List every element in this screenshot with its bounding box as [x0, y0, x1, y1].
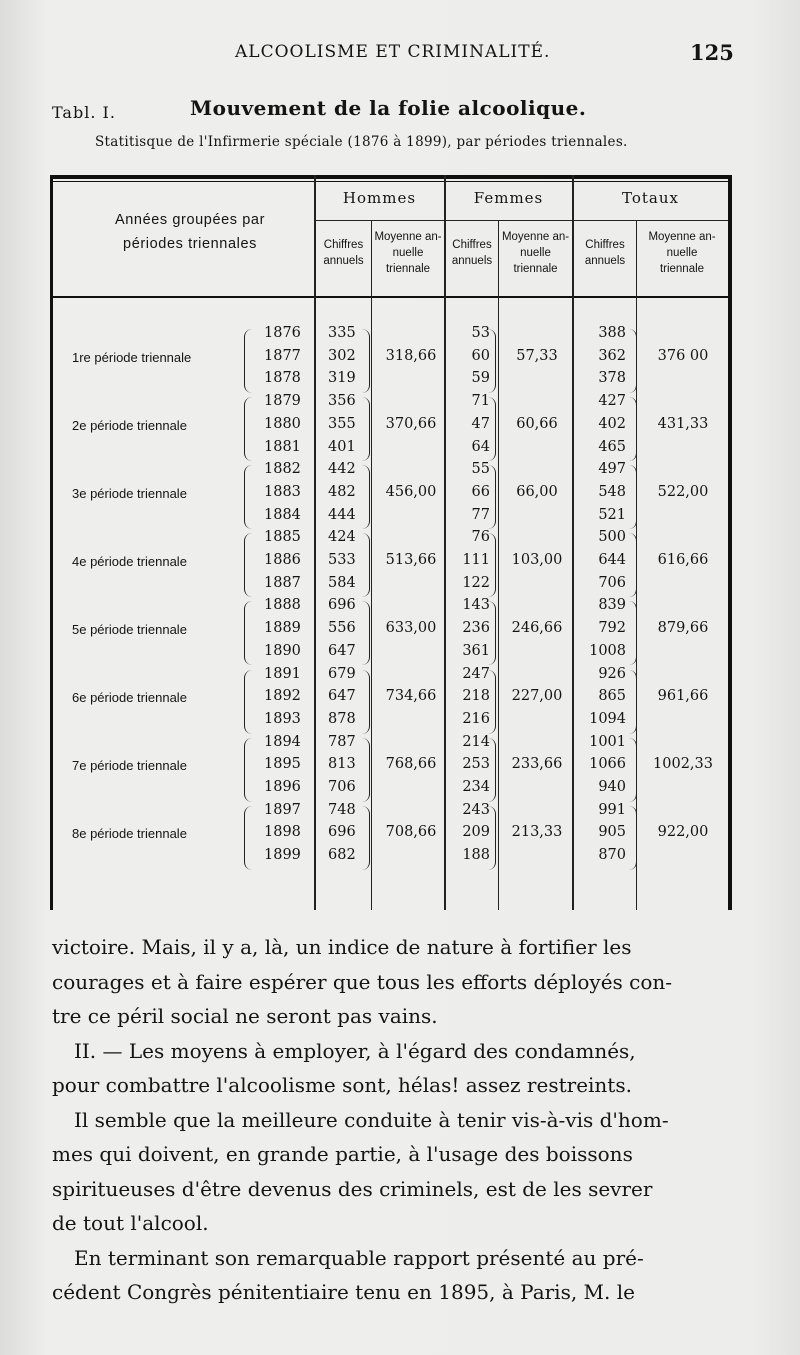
hommes-mean-cell: 734,66: [385, 688, 437, 705]
femmes-annual-cell: 218: [462, 688, 490, 705]
femmes-mean-cell: 66,00: [516, 483, 558, 500]
col-header-line: nuelle: [392, 247, 424, 259]
hommes-annual-cell: 401: [328, 438, 356, 455]
text-line: II. — Les moyens à employer, à l'égard des condamnés,: [74, 1038, 636, 1063]
period-brace: [244, 806, 253, 870]
totaux-mean-cell: 616,66: [657, 552, 709, 568]
text-line: courages et à faire espérer que tous les efforts déployés con-: [52, 969, 673, 994]
year-cell: 1879: [264, 393, 301, 410]
year-cell: 1881: [264, 438, 301, 455]
femmes-annual-cell: 214: [462, 733, 490, 750]
femmes-mean-cell: 57,33: [516, 347, 558, 364]
hommes-annual-cell: 424: [328, 529, 356, 546]
totaux-mean-cell: 376 00: [657, 347, 709, 364]
totaux-brace: [628, 738, 637, 802]
period-label: 8e période triennale: [72, 826, 187, 842]
totaux-annual-cell: 465: [598, 438, 626, 455]
group-header-femmes: Femmes: [473, 189, 544, 207]
col-header-line: nuelle: [520, 247, 551, 259]
totaux-mean-cell: 961,66: [657, 688, 709, 705]
totaux-annual-cell: 362: [598, 347, 626, 364]
hommes-annual-cell: 813: [328, 756, 356, 773]
hommes-annual-cell: 533: [328, 552, 356, 568]
totaux-annual-cell: 991: [598, 801, 626, 818]
col-header-annual: [574, 237, 636, 269]
year-cell: 1878: [264, 370, 301, 387]
totaux-annual-cell: 865: [598, 688, 626, 705]
year-cell: 1888: [264, 597, 301, 614]
year-cell: 1892: [264, 688, 301, 705]
col-header-annual: [446, 237, 498, 269]
hommes-annual-cell: 878: [328, 710, 356, 727]
hommes-mean-cell: 513,66: [385, 552, 437, 568]
row-header-line: Années groupées par: [114, 212, 266, 228]
period-label: 4e période triennale: [72, 554, 187, 569]
period-label: 3e période triennale: [72, 485, 187, 501]
totaux-mean-cell: 431,33: [657, 415, 709, 432]
femmes-annual-cell: 216: [462, 710, 490, 727]
hommes-brace: [361, 329, 370, 393]
femmes-brace: [487, 738, 496, 802]
period-brace: [244, 601, 253, 665]
totaux-annual-cell: 548: [598, 483, 626, 500]
group-header-hommes: Hommes: [342, 189, 417, 207]
femmes-annual-cell: 253: [462, 756, 490, 773]
totaux-annual-cell: 500: [598, 529, 626, 546]
group-header-totaux: Totaux: [622, 189, 679, 207]
totaux-mean-cell: 922,00: [657, 824, 709, 841]
year-cell: 1882: [264, 461, 301, 478]
femmes-mean-cell: 213,33: [511, 824, 563, 841]
totaux-annual-cell: 497: [598, 461, 626, 478]
text-line: Il semble que la meilleure conduite à tenir vis-à-vis d'hom-: [74, 1107, 669, 1132]
totaux-mean-cell: 1002,33: [653, 756, 713, 773]
text-line: cédent Congrès pénitentiaire tenu en 1895, à Paris, M. le: [52, 1280, 635, 1304]
femmes-brace: [487, 329, 496, 393]
totaux-mean-cell: 879,66: [657, 620, 709, 637]
year-cell: 1884: [264, 506, 301, 523]
group-header-rule: [573, 220, 728, 221]
table-top-rule: [50, 175, 732, 179]
col-header-annual: [316, 237, 371, 269]
row-header-line: périodes triennales: [123, 236, 257, 252]
col-header-line: annuels: [584, 255, 626, 267]
femmes-annual-cell: 209: [462, 824, 490, 841]
column-rule: [314, 175, 316, 910]
totaux-brace: [628, 465, 637, 529]
text-line: spiritueuses d'être devenus des criminels, est de les sevrer: [52, 1176, 653, 1201]
hommes-annual-cell: 444: [328, 506, 356, 523]
year-cell: 1893: [264, 710, 301, 727]
hommes-annual-cell: 319: [328, 370, 356, 387]
femmes-annual-cell: 71: [471, 393, 490, 410]
period-brace: [244, 738, 253, 802]
femmes-annual-cell: 236: [462, 620, 490, 637]
totaux-annual-cell: 940: [598, 779, 626, 795]
table-number: Tabl. I.: [52, 103, 116, 122]
hommes-annual-cell: 682: [328, 847, 356, 864]
text-line: En terminant son remarquable rapport présenté au pré-: [74, 1245, 644, 1270]
text-line: mes qui doivent, en grande partie, à l'usage des boissons: [52, 1142, 633, 1166]
totaux-annual-cell: 792: [598, 620, 626, 637]
page-number: 125: [690, 40, 734, 65]
totaux-annual-cell: 706: [598, 574, 626, 591]
body-text: [52, 930, 752, 1320]
femmes-annual-cell: 243: [462, 801, 490, 818]
totaux-brace: [628, 601, 637, 665]
column-rule: [572, 175, 574, 910]
col-header-line: triennale: [513, 263, 558, 275]
hommes-annual-cell: 335: [328, 325, 356, 341]
hommes-brace: [361, 397, 370, 461]
sub-column-rule: [371, 221, 372, 910]
col-header-line: Chiffres: [585, 239, 625, 251]
group-header-rule: [315, 220, 444, 221]
text-line: tre ce péril social ne seront pas vains.: [52, 1004, 438, 1028]
totaux-annual-cell: 378: [598, 370, 626, 387]
hommes-brace: [361, 738, 370, 802]
period-label: 2e période triennale: [72, 417, 187, 433]
table-title: Mouvement de la folie alcoolique.: [190, 96, 587, 120]
year-cell: 1890: [264, 642, 301, 659]
hommes-mean-cell: 768,66: [385, 756, 437, 773]
femmes-annual-cell: 59: [471, 370, 490, 387]
hommes-annual-cell: 787: [328, 733, 356, 750]
femmes-brace: [487, 533, 496, 597]
totaux-brace: [628, 806, 637, 870]
totaux-annual-cell: 427: [598, 393, 626, 410]
year-cell: 1891: [264, 665, 301, 682]
running-head-title: ALCOOLISME ET CRIMINALITÉ.: [235, 42, 551, 62]
period-brace: [244, 329, 253, 393]
text-line: pour combattre l'alcoolisme sont, hélas! assez restreints.: [52, 1073, 632, 1097]
totaux-annual-cell: 870: [598, 847, 626, 864]
col-header-line: Moyenne an-: [374, 231, 442, 243]
hommes-annual-cell: 647: [328, 642, 356, 659]
col-header-mean: [499, 229, 572, 277]
totaux-mean-cell: 522,00: [657, 483, 709, 500]
hommes-annual-cell: 679: [328, 665, 356, 682]
period-label: 1re période triennale: [72, 349, 192, 365]
femmes-mean-cell: 233,66: [511, 756, 563, 773]
hommes-brace: [361, 806, 370, 870]
totaux-brace: [628, 329, 637, 393]
period-brace: [244, 397, 253, 461]
col-header-line: Moyenne an-: [501, 231, 570, 243]
text-line: de tout l'alcool.: [52, 1211, 209, 1235]
hommes-annual-cell: 442: [328, 461, 356, 478]
hommes-brace: [361, 601, 370, 665]
period-label: 5e période triennale: [72, 622, 187, 638]
femmes-annual-cell: 47: [471, 415, 490, 432]
statistics-table: [50, 175, 732, 910]
hommes-mean-cell: 370,66: [385, 415, 437, 432]
totaux-annual-cell: 839: [598, 597, 626, 614]
femmes-mean-cell: 103,00: [511, 552, 563, 568]
hommes-mean-cell: 456,00: [385, 483, 437, 500]
hommes-annual-cell: 356: [328, 393, 356, 410]
totaux-annual-cell: 402: [598, 415, 626, 432]
year-cell: 1898: [264, 824, 301, 841]
col-header-line: nuelle: [666, 247, 698, 259]
femmes-annual-cell: 234: [462, 779, 490, 795]
totaux-brace: [628, 397, 637, 461]
table-subtitle: Statitisque de l'Infirmerie spéciale (1876 à 1899), par périodes triennales.: [95, 134, 628, 150]
col-header-line: Moyenne an-: [648, 231, 716, 243]
femmes-annual-cell: 361: [462, 642, 490, 659]
year-cell: 1876: [264, 325, 301, 341]
col-header-line: Chiffres: [452, 239, 492, 251]
hommes-brace: [361, 465, 370, 529]
femmes-mean-cell: 246,66: [511, 620, 563, 637]
hommes-brace: [361, 670, 370, 734]
year-cell: 1895: [264, 756, 301, 773]
femmes-brace: [487, 601, 496, 665]
hommes-annual-cell: 696: [328, 824, 356, 841]
femmes-annual-cell: 111: [462, 552, 490, 568]
totaux-annual-cell: 644: [598, 552, 626, 568]
row-header: [70, 208, 310, 256]
totaux-brace: [628, 533, 637, 597]
year-cell: 1887: [264, 574, 301, 591]
year-cell: 1877: [264, 347, 301, 364]
femmes-brace: [487, 465, 496, 529]
femmes-annual-cell: 55: [471, 461, 490, 478]
running-head: [0, 42, 800, 72]
col-header-line: annuels: [323, 255, 364, 267]
col-header-line: triennale: [659, 263, 705, 275]
totaux-annual-cell: 926: [598, 665, 626, 682]
totaux-annual-cell: 1008: [589, 642, 626, 659]
femmes-annual-cell: 247: [462, 665, 490, 682]
femmes-annual-cell: 60: [471, 347, 490, 364]
table-left-rule: [50, 175, 53, 910]
header-bottom-rule: [50, 296, 732, 298]
col-header-mean: [372, 229, 444, 277]
totaux-annual-cell: 1001: [589, 733, 626, 750]
hommes-annual-cell: 302: [328, 347, 356, 364]
col-header-mean: [637, 229, 727, 277]
period-brace: [244, 465, 253, 529]
totaux-annual-cell: 1066: [589, 756, 626, 773]
totaux-annual-cell: 905: [598, 824, 626, 841]
femmes-brace: [487, 397, 496, 461]
year-cell: 1886: [264, 552, 301, 568]
period-label: 6e période triennale: [72, 690, 187, 706]
year-cell: 1883: [264, 483, 301, 500]
hommes-annual-cell: 556: [328, 620, 356, 637]
hommes-mean-cell: 708,66: [385, 824, 437, 841]
hommes-annual-cell: 482: [328, 483, 356, 500]
femmes-annual-cell: 188: [462, 847, 490, 864]
period-brace: [244, 670, 253, 734]
femmes-annual-cell: 66: [471, 483, 490, 500]
hommes-mean-cell: 318,66: [385, 347, 437, 364]
totaux-brace: [628, 670, 637, 734]
hommes-annual-cell: 696: [328, 597, 356, 614]
totaux-annual-cell: 1094: [589, 710, 626, 727]
totaux-annual-cell: 388: [598, 325, 626, 341]
table-right-rule: [728, 175, 732, 910]
femmes-annual-cell: 143: [462, 597, 490, 614]
femmes-brace: [487, 670, 496, 734]
year-cell: 1899: [264, 847, 301, 864]
femmes-brace: [487, 806, 496, 870]
text-line: victoire. Mais, il y a, là, un indice de nature à fortifier les: [52, 935, 632, 959]
femmes-annual-cell: 76: [471, 529, 490, 546]
group-header-rule: [445, 220, 572, 221]
year-cell: 1880: [264, 415, 301, 432]
totaux-annual-cell: 521: [598, 506, 626, 523]
period-brace: [244, 533, 253, 597]
col-header-line: triennale: [385, 263, 431, 275]
femmes-annual-cell: 122: [462, 574, 490, 591]
sub-column-rule: [498, 221, 499, 910]
year-cell: 1894: [264, 733, 301, 750]
hommes-annual-cell: 584: [328, 574, 356, 591]
femmes-mean-cell: 60,66: [516, 415, 558, 432]
femmes-annual-cell: 53: [471, 325, 490, 341]
hommes-annual-cell: 748: [328, 801, 356, 818]
hommes-annual-cell: 355: [328, 415, 356, 432]
table-top-rule-thin: [50, 181, 732, 182]
year-cell: 1889: [264, 620, 301, 637]
femmes-annual-cell: 77: [471, 506, 490, 523]
period-label: 7e période triennale: [72, 758, 187, 774]
femmes-annual-cell: 64: [471, 438, 490, 455]
hommes-annual-cell: 706: [328, 779, 356, 795]
year-cell: 1896: [264, 779, 301, 795]
hommes-brace: [361, 533, 370, 597]
hommes-annual-cell: 647: [328, 688, 356, 705]
year-cell: 1897: [264, 801, 301, 818]
col-header-line: annuels: [451, 255, 493, 267]
col-header-line: Chiffres: [323, 239, 364, 251]
year-cell: 1885: [264, 529, 301, 546]
hommes-mean-cell: 633,00: [385, 620, 437, 637]
column-rule: [444, 175, 446, 910]
femmes-mean-cell: 227,00: [511, 688, 563, 705]
